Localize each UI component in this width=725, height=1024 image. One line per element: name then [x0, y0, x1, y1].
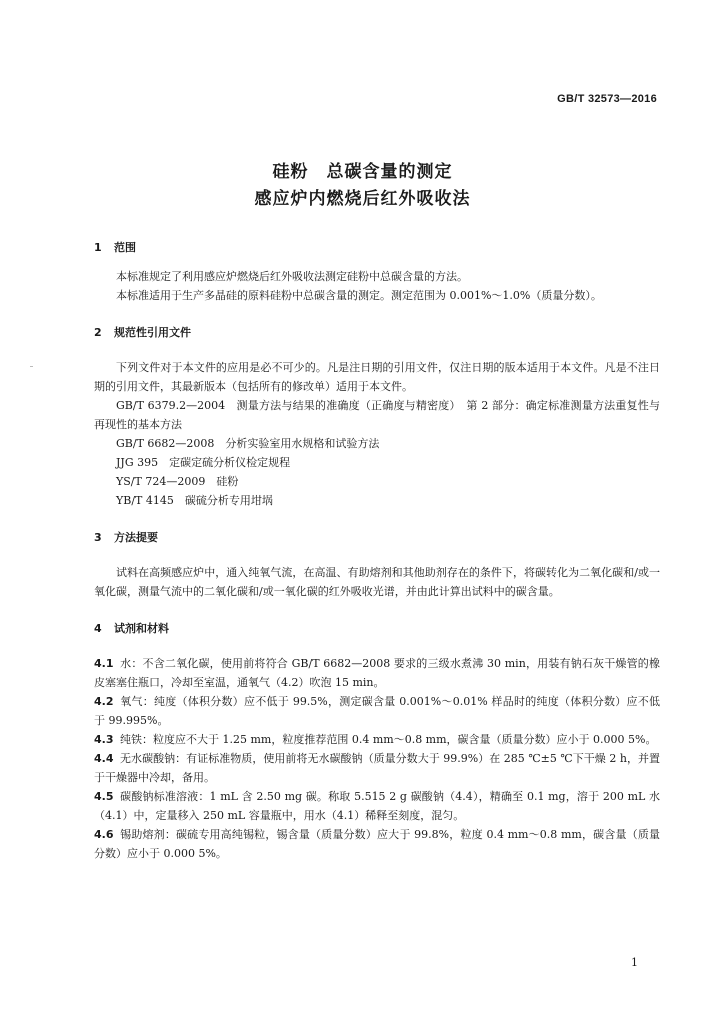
document-title-line1: 硅粉 总碳含量的测定 — [272, 162, 453, 182]
scope-paragraph-2: 本标准适用于生产多晶硅的原料硅粉中总碳含量的测定。测定范围为 0.001%～1.0%（质量分数）。 — [116, 289, 602, 302]
reference-item: JJG 395 定碳定硫分析仪检定规程 — [116, 456, 291, 469]
reagent-item — [94, 654, 660, 692]
item-number: 4.2 — [94, 695, 114, 708]
section-title: 方法提要 — [114, 531, 158, 544]
item-text: 无水碳酸钠：有证标准物质，使用前将无水碳酸钠（质量分数大于 99.9%）在 285 ℃±5 ℃下干燥 2 h，并置于干燥器中冷却，备用。 — [94, 752, 660, 784]
section-number: 2 — [94, 326, 102, 339]
references-intro: 下列文件对于本文件的应用是必不可少的。凡是注日期的引用文件，仅注日期的版本适用于本文件。凡是不注日期的引用文件，其最新版本（包括所有的修改单）适用于本文件。 — [94, 361, 660, 393]
reagent-item — [94, 787, 660, 825]
reagent-item — [94, 692, 660, 730]
section-heading-scope — [94, 238, 660, 257]
item-number: 4.6 — [94, 828, 114, 841]
section-heading-normative-references — [94, 323, 660, 342]
reference-item: GB/T 6379.2—2004 测量方法与结果的准确度（正确度与精密度） 第 2 部分：确定标准测量方法重复性与再现性的基本方法 — [94, 399, 660, 431]
reference-item: YB/T 4145 碳硫分析专用坩埚 — [116, 494, 273, 507]
item-text: 纯铁：粒度应不大于 1.25 mm，粒度推荐范围 0.4 mm～0.8 mm，碳含量（质量分数）应小于 0.000 5%。 — [120, 733, 657, 746]
item-number: 4.1 — [94, 657, 114, 670]
item-number: 4.5 — [94, 790, 114, 803]
section-heading-method-principle — [94, 528, 660, 547]
item-text: 碳酸钠标准溶液：1 mL 含 2.50 mg 碳。称取 5.515 2 g 碳酸钠（4.4），精确至 0.1 mg，溶于 200 mL 水（4.1）中，定量移入 250 mL 容量瓶中，用水（4.1）稀释至刻度，混匀。 — [94, 790, 660, 822]
item-number: 4.3 — [94, 733, 114, 746]
section-number: 3 — [94, 531, 102, 544]
page-number: 1 — [631, 956, 638, 969]
reference-item: YS/T 724—2009 硅粉 — [116, 475, 239, 488]
document-title-line2: 感应炉内燃烧后红外吸收法 — [254, 189, 471, 209]
section-number: 4 — [94, 622, 102, 635]
section-heading-reagents — [94, 619, 660, 638]
reagent-item — [94, 730, 660, 749]
item-text: 锡助熔剂：碳硫专用高纯锡粒，锡含量（质量分数）应大于 99.8%，粒度 0.4 mm～0.8 mm，碳含量（质量分数）应小于 0.000 5%。 — [94, 828, 660, 860]
section-title: 范围 — [114, 241, 136, 254]
reagent-item — [94, 825, 660, 863]
scope-paragraph-1: 本标准规定了利用感应炉燃烧后红外吸收法测定硅粉中总碳含量的方法。 — [116, 270, 468, 283]
section-title: 规范性引用文件 — [114, 326, 191, 339]
document-body — [94, 238, 660, 863]
margin-mark — [30, 366, 33, 367]
section-number: 1 — [94, 241, 102, 254]
reagent-item — [94, 749, 660, 787]
method-paragraph: 试料在高频感应炉中，通入纯氧气流，在高温、有助熔剂和其他助剂存在的条件下，将碳转化为二氧化碳和/或一氧化碳，测量气流中的二氧化碳和/或一氧化碳的红外吸收光谱，并由此计算出试料中的碳含量。 — [94, 566, 660, 598]
standard-code: GB/T 32573—2016 — [557, 93, 657, 105]
item-number: 4.4 — [94, 752, 114, 765]
item-text: 氧气：纯度（体积分数）应不低于 99.5%，测定碳含量 0.001%～0.01% 样品时的纯度（体积分数）应不低于 99.995%。 — [94, 695, 660, 727]
section-title: 试剂和材料 — [114, 622, 169, 635]
item-text: 水：不含二氧化碳，使用前将符合 GB/T 6682—2008 要求的三级水煮沸 30 min，用装有钠石灰干燥管的橡皮塞塞住瓶口，冷却至室温，通氧气（4.2）吹泡 15 min。 — [94, 657, 660, 689]
reference-item: GB/T 6682—2008 分析实验室用水规格和试验方法 — [116, 437, 380, 450]
